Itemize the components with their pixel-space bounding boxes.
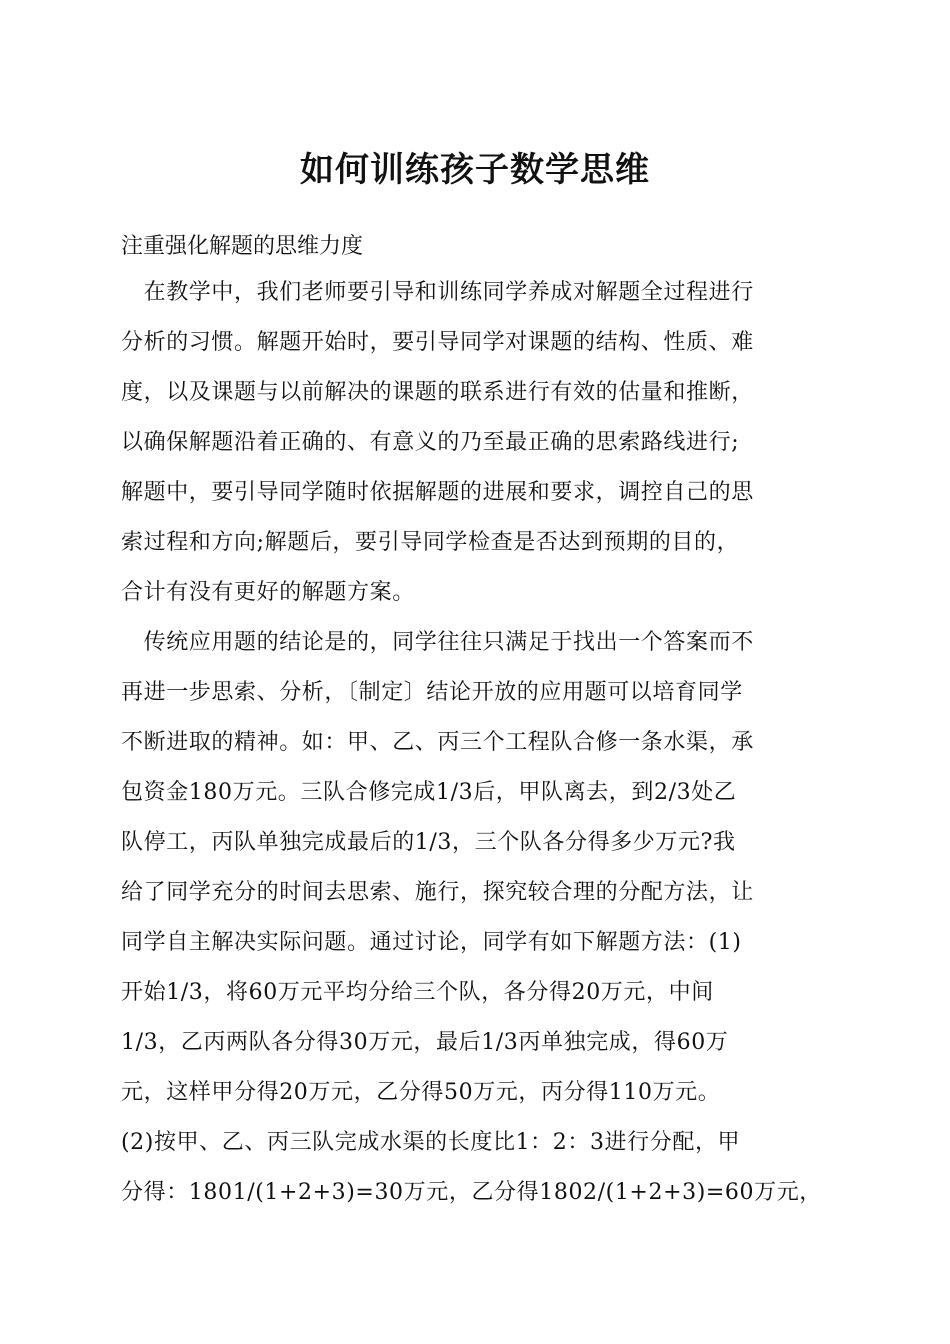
- paragraph-line: 包资金180万元。三队合修完成1/3后，甲队离去，到2/3处乙: [121, 780, 737, 805]
- paragraph-line: 传统应用题的结论是的，同学往往只满足于找出一个答案而不: [121, 630, 754, 655]
- paragraph-line: 元，这样甲分得20万元，乙分得50万元，丙分得110万元。: [121, 1080, 721, 1105]
- paragraph-line: 在教学中，我们老师要引导和训练同学养成对解题全过程进行: [121, 280, 754, 305]
- paragraph-line: 分析的习惯。解题开始时，要引导同学对课题的结构、性质、难: [121, 330, 754, 355]
- paragraph-line: 索过程和方向;解题后，要引导同学检查是否达到预期的目的，: [121, 530, 740, 555]
- paragraph-line: (2)按甲、乙、丙三队完成水渠的长度比1：2：3进行分配，甲: [121, 1130, 741, 1155]
- paragraph-line: 队停工，丙队单独完成最后的1/3，三个队各分得多少万元?我: [121, 830, 736, 855]
- paragraph-line: 1/3，乙丙两队各分得30万元，最后1/3丙单独完成，得60万: [121, 1030, 729, 1055]
- paragraph-line: 度，以及课题与以前解决的课题的联系进行有效的估量和推断，: [121, 380, 754, 405]
- paragraph-line: 不断进取的精神。如：甲、乙、丙三个工程队合修一条水渠，承: [121, 730, 754, 755]
- paragraph-line: 开始1/3，将60万元平均分给三个队，各分得20万元，中间: [121, 980, 714, 1005]
- paragraph-line: 合计有没有更好的解题方案。: [121, 580, 415, 605]
- paragraph-line: 同学自主解决实际问题。通过讨论，同学有如下解题方法：(1): [121, 930, 742, 955]
- paragraph-line: 给了同学充分的时间去思索、施行，探究较合理的分配方法，让: [121, 880, 754, 905]
- section-heading: 注重强化解题的思维力度: [121, 234, 364, 259]
- paragraph-line: 分得：1801/(1+2+3)=30万元，乙分得1802/(1+2+3)=60万元，: [121, 1180, 822, 1205]
- paragraph-line: 解题中，要引导同学随时依据解题的进展和要求，调控自己的思: [121, 480, 754, 505]
- paragraph-line: 以确保解题沿着正确的、有意义的乃至最正确的思索路线进行;: [121, 430, 740, 455]
- paragraph-line: 再进一步思索、分析，〔制定〕结论开放的应用题可以培育同学: [121, 680, 743, 705]
- document-title: 如何训练孩子数学思维: [300, 150, 650, 190]
